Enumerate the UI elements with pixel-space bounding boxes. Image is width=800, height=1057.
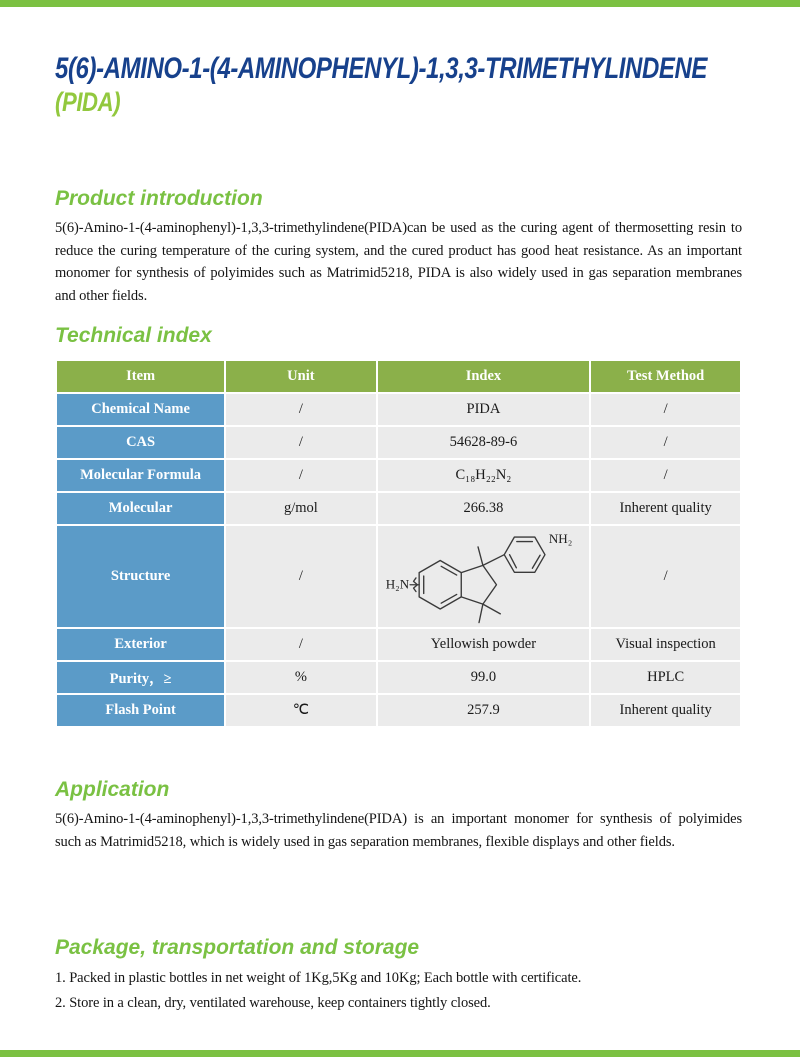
cell-index: 266.38 [377, 492, 591, 525]
cell-index: C₁₈H₂₂N₂ [377, 459, 591, 492]
benzene-ring-phenyl [504, 537, 545, 572]
section-heading-product-introduction: Product introduction [55, 187, 263, 210]
cell-index: 257.9 [377, 694, 591, 727]
cell-unit: / [225, 459, 376, 492]
cell-test-method: / [590, 426, 741, 459]
cell-test-method: Visual inspection [590, 628, 741, 661]
h2n-label: H₂N [385, 576, 409, 592]
cell-test-method: / [590, 525, 741, 628]
cell-unit: g/mol [225, 492, 376, 525]
methyl-bond [479, 604, 483, 622]
cell-index: 99.0 [377, 661, 591, 694]
row-label: Chemical Name [56, 393, 225, 426]
table-header-row [56, 360, 741, 393]
table-row-exterior [56, 628, 741, 661]
row-label: Structure [56, 525, 225, 628]
cell-structure [377, 525, 591, 628]
chemical-structure-diagram [382, 527, 586, 626]
nh2-label: NH₂ [548, 531, 572, 547]
cell-index: 54628-89-6 [377, 426, 591, 459]
cell-test-method: Inherent quality [590, 694, 741, 727]
cell-unit: / [225, 393, 376, 426]
cell-unit: / [225, 525, 376, 628]
bottom-accent-bar [0, 1050, 800, 1057]
section-heading-technical-index: Technical index [55, 324, 212, 347]
package-item-1: 1. Packed in plastic bottles in net weight of 1Kg,5Kg and 10Kg; Each bottle with certificate. [55, 970, 582, 986]
methyl-bond [478, 547, 483, 565]
page-title-line2: (PIDA) [55, 87, 121, 117]
section-heading-package: Package, transportation and storage [55, 936, 420, 959]
methyl-bond [482, 604, 499, 614]
cell-unit: / [225, 426, 376, 459]
section-heading-application: Application [55, 778, 170, 801]
table-row-cas [56, 426, 741, 459]
row-label: CAS [56, 426, 225, 459]
column-header-unit: Unit [225, 360, 376, 393]
cell-test-method: / [590, 459, 741, 492]
cell-unit: / [225, 628, 376, 661]
table-row-molecular [56, 492, 741, 525]
row-label: Purity，≥ [56, 661, 225, 694]
package-item-2: 2. Store in a clean, dry, ventilated warehouse, keep containers tightly closed. [55, 995, 491, 1011]
top-accent-bar [0, 0, 800, 7]
table-row-flash-point [56, 694, 741, 727]
cell-test-method: HPLC [590, 661, 741, 694]
technical-index-table [55, 359, 742, 728]
cell-unit: ℃ [225, 694, 376, 727]
row-label: Molecular Formula [56, 459, 225, 492]
cyclopentane-ring [461, 565, 496, 604]
table-row-purity [56, 661, 741, 694]
benzene-ring-left [419, 560, 461, 609]
product-introduction-paragraph: 5(6)-Amino-1-(4-aminophenyl)-1,3,3-trimethylindene(PIDA)can be used as the curing agent of thermosetting resin to reduce the curing temperature of the curing system, and the cured product has good heat resistance. As an important monomer for synthesis of polyimides such as Matrimid5218, PIDA is also widely used in gas separation membranes and other fields. [55, 220, 742, 304]
table-row-structure [56, 525, 741, 628]
cell-unit: % [225, 661, 376, 694]
application-paragraph: 5(6)-Amino-1-(4-aminophenyl)-1,3,3-trimethylindene(PIDA) is an important monomer for synthesis of polyimides such as Matrimid5218, which is widely used in gas separation membranes, flexible displays and other fields. [55, 811, 742, 850]
cell-test-method: Inherent quality [590, 492, 741, 525]
cell-index: PIDA [377, 393, 591, 426]
table-row-molecular-formula [56, 459, 741, 492]
page-title [55, 52, 742, 117]
cell-test-method: / [590, 393, 741, 426]
row-label: Molecular [56, 492, 225, 525]
row-label: Flash Point [56, 694, 225, 727]
phenyl-bond [482, 555, 503, 566]
column-header-test-method: Test Method [590, 360, 741, 393]
row-label: Exterior [56, 628, 225, 661]
column-header-index: Index [377, 360, 591, 393]
table-row-chemical-name [56, 393, 741, 426]
cell-index: Yellowish powder [377, 628, 591, 661]
column-header-item: Item [56, 360, 225, 393]
page-title-line1: 5(6)-AMINO-1-(4-AMINOPHENYL)-1,3,3-TRIMETHYLINDENE [55, 52, 708, 85]
